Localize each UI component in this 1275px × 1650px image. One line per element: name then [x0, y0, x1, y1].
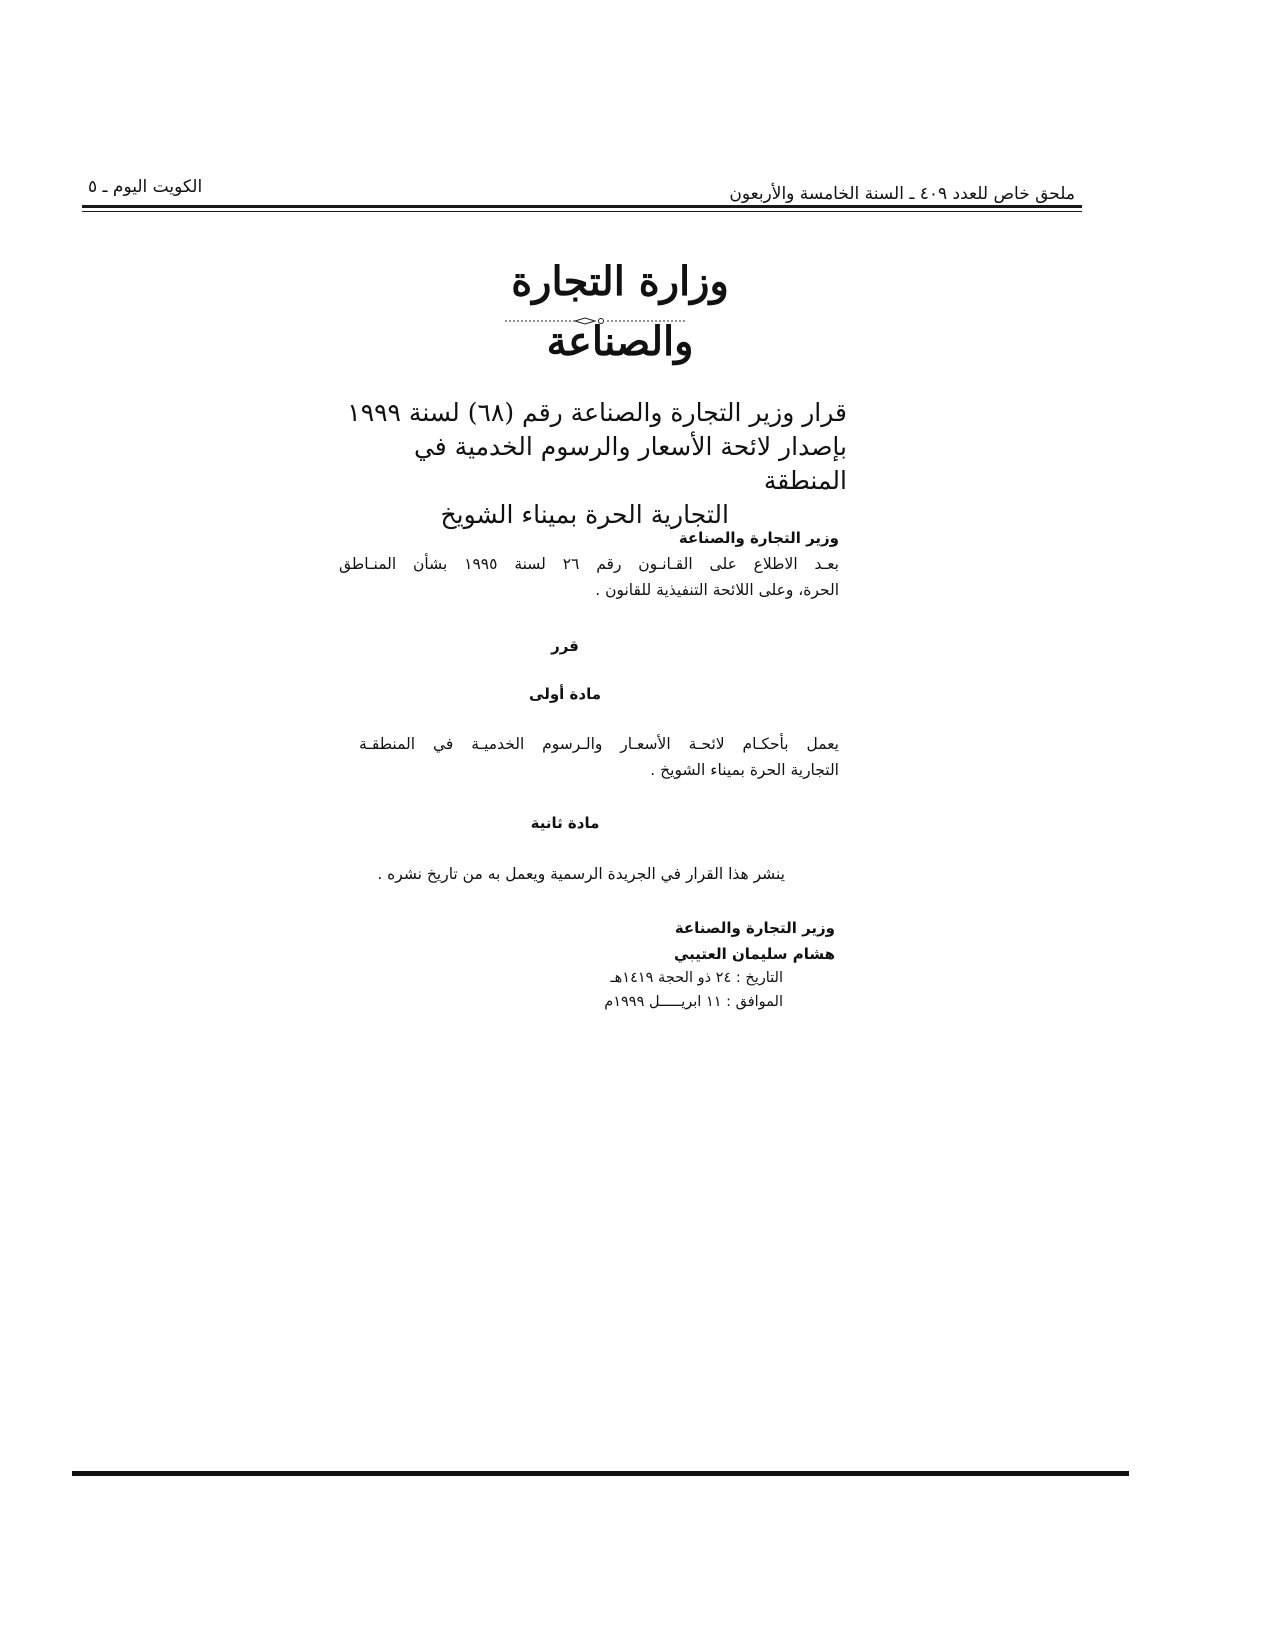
- ornament-divider: [505, 316, 685, 326]
- minister-heading: وزير التجارة والصناعة: [678, 529, 839, 547]
- gregorian-date: الموافق : ١١ ابريـــــل ١٩٩٩م: [604, 994, 783, 1010]
- header-rule: [82, 205, 1082, 208]
- gazette-page-label: الكويت اليوم ـ ٥: [88, 177, 203, 197]
- decision-title: [327, 396, 847, 532]
- article-2-heading: مادة ثانية: [530, 814, 600, 832]
- article-1-heading: مادة أولى: [529, 685, 601, 703]
- ministry-logo: وزارة التجارة والصناعة: [511, 258, 729, 365]
- decided-heading: قرر: [551, 637, 579, 655]
- supplement-header: ملحق خاص للعدد ٤٠٩ ـ السنة الخامسة والأربعون: [729, 184, 1075, 204]
- article-1-line: يعمل بأحكـام لائحـة الأسعـار والـرسوم الخدميـة في المنطقـة: [359, 735, 839, 753]
- signature-title: وزير التجارة والصناعة: [674, 919, 835, 937]
- hijri-date: التاريخ : ٢٤ ذو الحجة ١٤١٩هـ: [610, 970, 783, 986]
- preamble-line: الحرة، وعلى اللائحة التنفيذية للقانون .: [595, 581, 839, 599]
- header-rule-thin: [82, 211, 1082, 212]
- title-line: قرار وزير التجارة والصناعة رقم (٦٨) لسنة ١٩٩٩: [347, 398, 847, 427]
- article-2-text: ينشر هذا القرار في الجريدة الرسمية ويعمل به من تاريخ نشره .: [377, 865, 785, 883]
- title-line: التجارية الحرة بميناء الشويخ: [440, 500, 729, 529]
- preamble-line: بعـد الاطلاع على القـانـون رقم ٢٦ لسنة ١٩٩٥ بشأن المنـاطق: [339, 555, 839, 573]
- footer-rule: [72, 1471, 1129, 1476]
- article-1-line: التجارية الحرة بميناء الشويخ .: [650, 761, 839, 779]
- signature-name: هشام سليمان العتيبي: [673, 945, 835, 963]
- title-line: بإصدار لائحة الأسعار والرسوم الخدمية في المنطقة: [413, 432, 847, 495]
